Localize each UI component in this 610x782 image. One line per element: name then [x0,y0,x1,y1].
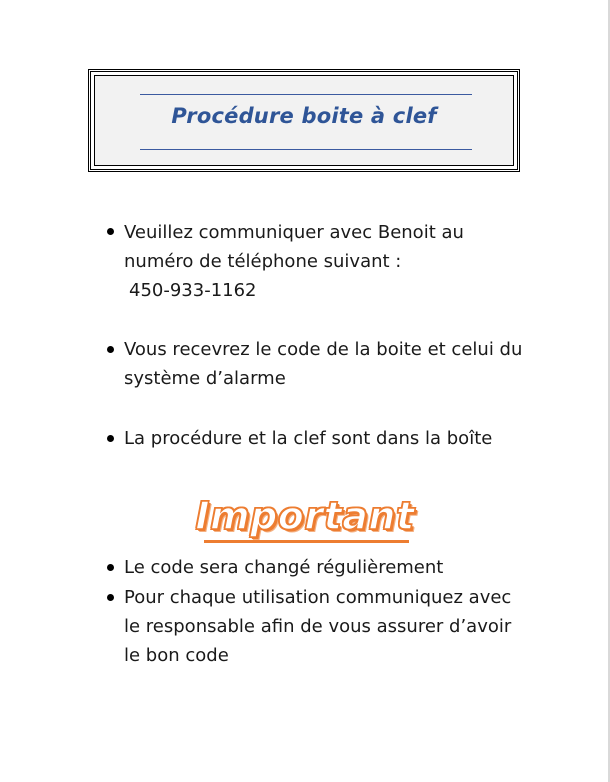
list-item-line: numéro de téléphone suivant : [124,251,402,272]
list-item-line: Pour chaque utilisation communiquez avec [124,587,512,608]
list-item-procedure[interactable] [124,424,524,453]
list-item-line: Le code sera changé régulièrement [124,557,444,578]
title-box [88,69,520,172]
list-item-line: La procédure et la clef sont dans la boîte [124,428,493,449]
important-heading[interactable]: Important [195,494,415,538]
list-item-line: Vous recevrez le code de la boite et celui du [124,339,523,360]
list-item-contact[interactable] [124,218,524,305]
title-box-inner [94,75,514,166]
important-underline [204,540,409,543]
document-title[interactable]: Procédure boite à clef [171,104,437,128]
list-item-line: le responsable afin de vous assurer d’avoir [124,616,512,637]
list-item-line: système d’alarme [124,368,286,389]
title-rule-top [140,94,472,95]
phone-number: 450-933-1162 [129,280,257,301]
list-item-line: Veuillez communiquer avec Benoit au [124,222,464,243]
list-item-line: le bon code [124,645,229,666]
bullet-icon [107,564,114,571]
list-item-code-change[interactable] [124,553,524,582]
bullet-icon [107,435,114,442]
bullet-icon [107,228,114,235]
list-item-code[interactable] [124,335,524,393]
bullet-icon [107,594,114,601]
list-item-contact-responsible[interactable] [124,583,524,670]
title-rule-bottom [140,149,472,150]
bullet-icon [107,346,114,353]
